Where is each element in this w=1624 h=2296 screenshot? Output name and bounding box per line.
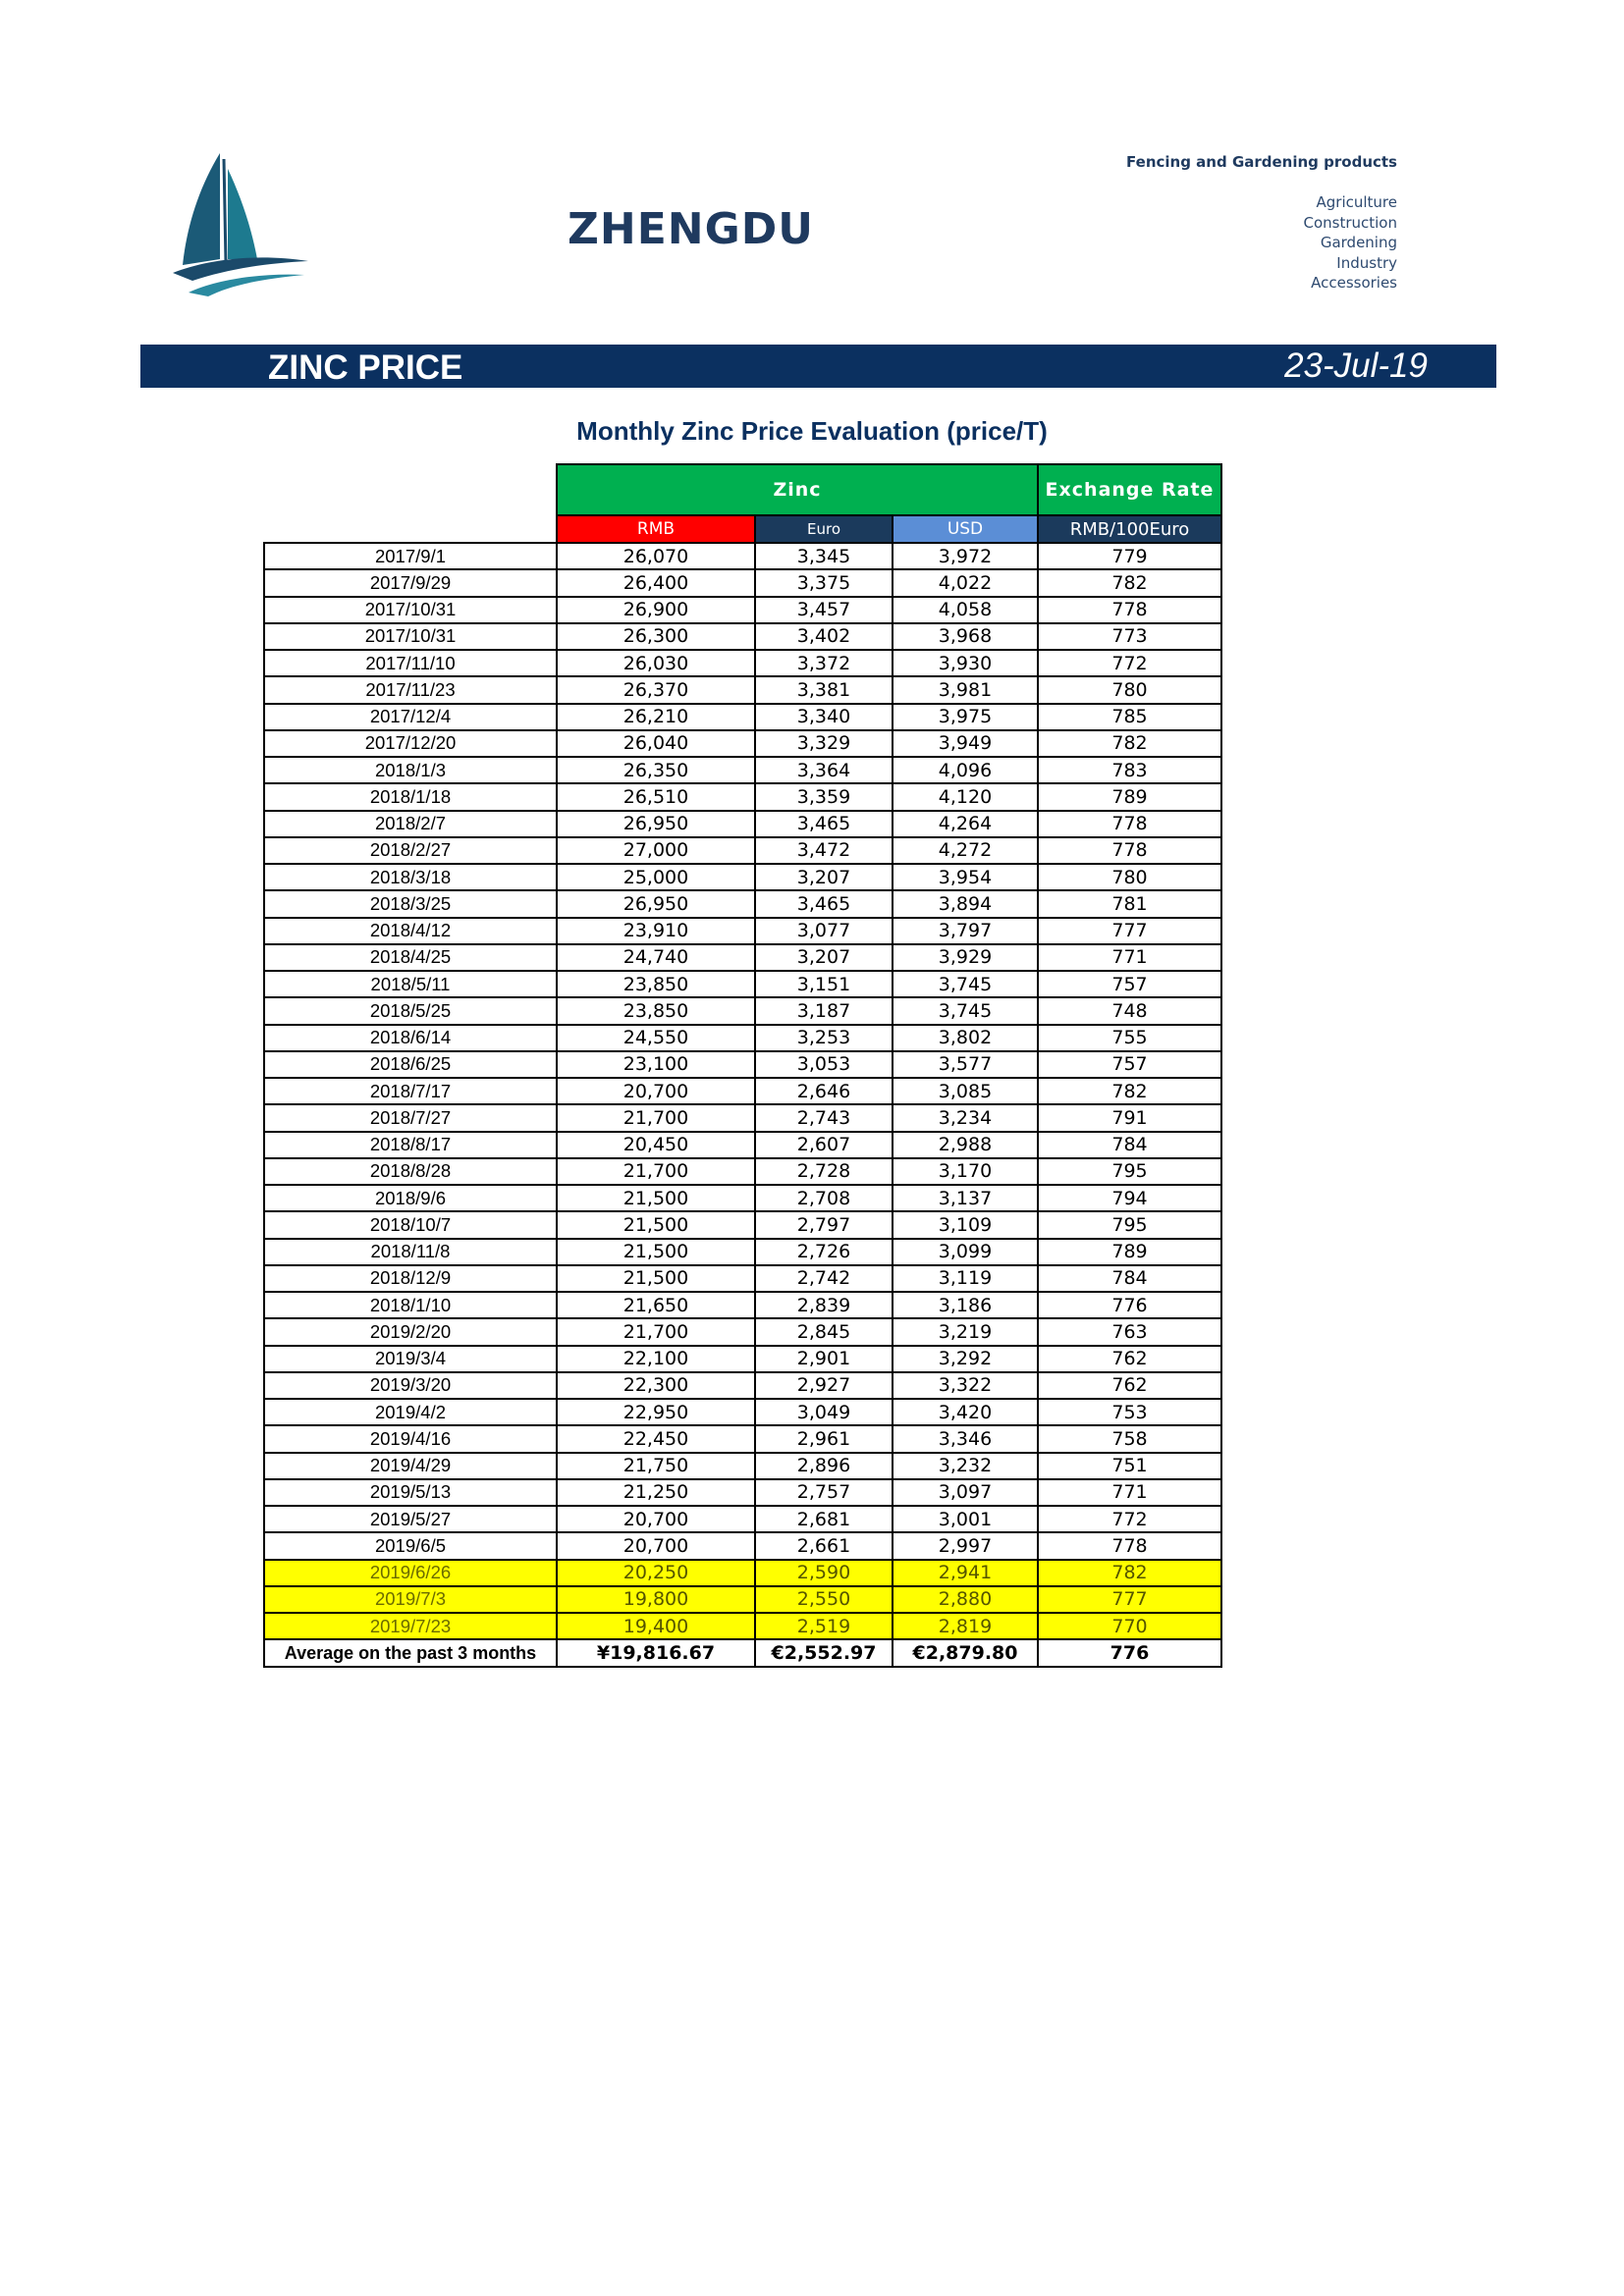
usd-cell: 3,802 [893,1025,1038,1051]
table-row [264,1479,1221,1506]
tagline: Fencing and Gardening products [1126,153,1397,171]
usd-cell: 4,058 [893,597,1038,623]
date-cell: 2018/4/25 [264,944,557,971]
exchange-cell: 778 [1038,1532,1221,1559]
category-list [1303,192,1397,294]
exchange-cell: 783 [1038,757,1221,783]
table-row [264,1506,1221,1532]
exchange-cell: 789 [1038,783,1221,810]
usd-cell: 3,186 [893,1292,1038,1318]
usd-cell: 2,997 [893,1532,1038,1559]
rmb-column-header: RMB [557,515,755,543]
table-row [264,757,1221,783]
table-row [264,1453,1221,1479]
date-cell: 2018/7/27 [264,1104,557,1131]
rmb-cell: 25,000 [557,864,755,890]
date-cell: 2018/5/25 [264,997,557,1024]
euro-cell: 2,961 [755,1425,893,1452]
date-cell: 2017/12/20 [264,730,557,757]
rmb-cell: 22,300 [557,1372,755,1399]
page-title: ZINC PRICE [268,348,463,387]
usd-cell: 4,272 [893,837,1038,864]
table-row [264,837,1221,864]
euro-cell: 3,077 [755,918,893,944]
rmb-cell: 21,700 [557,1104,755,1131]
exchange-cell: 778 [1038,837,1221,864]
average-label: Average on the past 3 months [264,1639,557,1666]
exchange-cell: 748 [1038,997,1221,1024]
exchange-cell: 782 [1038,1078,1221,1104]
euro-cell: 3,465 [755,890,893,917]
date-cell: 2019/7/23 [264,1613,557,1639]
exchange-cell: 784 [1038,1132,1221,1158]
usd-cell: 3,346 [893,1425,1038,1452]
table-row [264,1051,1221,1078]
exchange-cell: 755 [1038,1025,1221,1051]
exchange-rate-group-header: Exchange Rate [1038,464,1221,515]
average-row [264,1639,1221,1666]
euro-cell: 2,607 [755,1132,893,1158]
table-row [264,1372,1221,1399]
table-row [264,1292,1221,1318]
euro-cell: 2,743 [755,1104,893,1131]
euro-cell: 2,797 [755,1211,893,1238]
table-row [264,783,1221,810]
exchange-cell: 773 [1038,623,1221,650]
rmb-cell: 26,070 [557,543,755,569]
usd-cell: 3,292 [893,1346,1038,1372]
exchange-cell: 794 [1038,1185,1221,1211]
rmb-cell: 22,450 [557,1425,755,1452]
exchange-cell: 770 [1038,1613,1221,1639]
euro-cell: 3,253 [755,1025,893,1051]
date-cell: 2018/5/11 [264,971,557,997]
sailboat-logo-icon [169,149,312,298]
exchange-cell: 785 [1038,704,1221,730]
rmb-cell: 26,950 [557,811,755,837]
exchange-cell: 772 [1038,1506,1221,1532]
table-row [264,1425,1221,1452]
table-row [264,918,1221,944]
usd-column-header: USD [893,515,1038,543]
rmb-cell: 26,350 [557,757,755,783]
date-cell: 2019/4/2 [264,1399,557,1425]
usd-cell: 3,745 [893,997,1038,1024]
table-row [264,730,1221,757]
usd-cell: 3,085 [893,1078,1038,1104]
table-row [264,1239,1221,1265]
date-cell: 2019/6/5 [264,1532,557,1559]
date-cell: 2019/5/27 [264,1506,557,1532]
usd-cell: 3,232 [893,1453,1038,1479]
euro-cell: 2,845 [755,1318,893,1345]
euro-cell: 3,049 [755,1399,893,1425]
rmb-cell: 21,500 [557,1185,755,1211]
exchange-cell: 777 [1038,918,1221,944]
rmb-cell: 23,100 [557,1051,755,1078]
usd-cell: 3,745 [893,971,1038,997]
rmb-cell: 21,750 [557,1453,755,1479]
usd-cell: 3,954 [893,864,1038,890]
usd-cell: 2,819 [893,1613,1038,1639]
table-row [264,1025,1221,1051]
rmb-cell: 20,700 [557,1078,755,1104]
date-cell: 2017/11/23 [264,676,557,703]
exchange-cell: 778 [1038,811,1221,837]
category-item: Industry [1336,253,1397,272]
table-row [264,971,1221,997]
rmb-cell: 21,700 [557,1158,755,1185]
euro-cell: 2,742 [755,1265,893,1292]
date-cell: 2018/12/9 [264,1265,557,1292]
usd-cell: 3,097 [893,1479,1038,1506]
category-item: Gardening [1320,234,1397,251]
exchange-cell: 762 [1038,1346,1221,1372]
euro-cell: 3,187 [755,997,893,1024]
rmb-cell: 26,900 [557,597,755,623]
exchange-cell: 791 [1038,1104,1221,1131]
usd-cell: 3,894 [893,890,1038,917]
table-row [264,1613,1221,1639]
rmb-cell: 26,300 [557,623,755,650]
date-cell: 2017/10/31 [264,597,557,623]
category-item: Accessories [1311,274,1397,292]
usd-cell: 3,099 [893,1239,1038,1265]
usd-cell: 3,234 [893,1104,1038,1131]
euro-cell: 3,402 [755,623,893,650]
rmb-cell: 23,850 [557,971,755,997]
table-row [264,650,1221,676]
rmb-cell: 21,500 [557,1239,755,1265]
date-cell: 2018/8/28 [264,1158,557,1185]
zinc-price-table [263,463,1222,1668]
date-cell: 2018/3/18 [264,864,557,890]
table-row [264,676,1221,703]
usd-cell: 2,988 [893,1132,1038,1158]
rmb-cell: 23,850 [557,997,755,1024]
euro-cell: 2,757 [755,1479,893,1506]
average-rmb: ¥19,816.67 [557,1639,755,1666]
usd-cell: 3,420 [893,1399,1038,1425]
rmb-cell: 26,210 [557,704,755,730]
rmb-cell: 21,700 [557,1318,755,1345]
euro-cell: 2,896 [755,1453,893,1479]
date-cell: 2018/1/10 [264,1292,557,1318]
exchange-cell: 757 [1038,971,1221,997]
rmb-cell: 19,400 [557,1613,755,1639]
euro-cell: 3,375 [755,569,893,596]
date-cell: 2018/1/18 [264,783,557,810]
rmb-cell: 26,040 [557,730,755,757]
rmb-cell: 24,740 [557,944,755,971]
date-cell: 2019/3/4 [264,1346,557,1372]
exchange-cell: 779 [1038,543,1221,569]
report-date: 23-Jul-19 [1284,347,1428,385]
table-row [264,1132,1221,1158]
table-row [264,997,1221,1024]
euro-cell: 3,345 [755,543,893,569]
category-item: Agriculture [1316,193,1397,211]
rmb-cell: 21,250 [557,1479,755,1506]
table-row [264,864,1221,890]
usd-cell: 4,022 [893,569,1038,596]
date-cell: 2017/10/31 [264,623,557,650]
euro-cell: 2,839 [755,1292,893,1318]
euro-cell: 3,053 [755,1051,893,1078]
euro-cell: 3,340 [755,704,893,730]
exchange-cell: 771 [1038,944,1221,971]
table-row [264,1318,1221,1345]
usd-cell: 3,981 [893,676,1038,703]
rmb-cell: 20,250 [557,1560,755,1586]
usd-cell: 3,119 [893,1265,1038,1292]
euro-cell: 2,519 [755,1613,893,1639]
exchange-cell: 776 [1038,1292,1221,1318]
table-row [264,811,1221,837]
date-cell: 2019/5/13 [264,1479,557,1506]
usd-cell: 3,577 [893,1051,1038,1078]
date-cell: 2019/4/16 [264,1425,557,1452]
exchange-cell: 795 [1038,1158,1221,1185]
table-row [264,944,1221,971]
exchange-column-header: RMB/100Euro [1038,515,1221,543]
group-header-row [264,464,1221,515]
usd-cell: 3,322 [893,1372,1038,1399]
exchange-cell: 762 [1038,1372,1221,1399]
date-cell: 2018/1/3 [264,757,557,783]
table-row [264,890,1221,917]
brand-name: ZHENGDU [568,204,814,254]
exchange-cell: 751 [1038,1453,1221,1479]
rmb-cell: 19,800 [557,1586,755,1613]
euro-cell: 2,708 [755,1185,893,1211]
exchange-cell: 771 [1038,1479,1221,1506]
euro-cell: 2,661 [755,1532,893,1559]
table-row [264,1185,1221,1211]
euro-cell: 3,465 [755,811,893,837]
euro-cell: 3,372 [755,650,893,676]
table-row [264,1532,1221,1559]
euro-cell: 2,550 [755,1586,893,1613]
usd-cell: 3,137 [893,1185,1038,1211]
usd-cell: 4,120 [893,783,1038,810]
table-row [264,1078,1221,1104]
usd-cell: 3,219 [893,1318,1038,1345]
table-row [264,569,1221,596]
rmb-cell: 21,500 [557,1211,755,1238]
euro-cell: 3,207 [755,944,893,971]
euro-cell: 2,590 [755,1560,893,1586]
blank-cell [264,464,557,515]
table-row [264,1104,1221,1131]
euro-cell: 2,681 [755,1506,893,1532]
date-cell: 2017/9/29 [264,569,557,596]
euro-cell: 3,151 [755,971,893,997]
rmb-cell: 26,030 [557,650,755,676]
date-cell: 2018/7/17 [264,1078,557,1104]
rmb-cell: 27,000 [557,837,755,864]
date-cell: 2018/4/12 [264,918,557,944]
rmb-cell: 22,950 [557,1399,755,1425]
usd-cell: 3,109 [893,1211,1038,1238]
table-row [264,1211,1221,1238]
table-subtitle: Monthly Zinc Price Evaluation (price/T) [576,416,1048,446]
euro-cell: 2,901 [755,1346,893,1372]
table-row [264,704,1221,730]
usd-cell: 2,880 [893,1586,1038,1613]
euro-cell: 2,726 [755,1239,893,1265]
rmb-cell: 26,400 [557,569,755,596]
euro-cell: 2,927 [755,1372,893,1399]
exchange-cell: 757 [1038,1051,1221,1078]
table-row [264,597,1221,623]
rmb-cell: 26,950 [557,890,755,917]
date-cell: 2018/6/25 [264,1051,557,1078]
euro-cell: 3,472 [755,837,893,864]
usd-cell: 3,001 [893,1506,1038,1532]
usd-cell: 2,941 [893,1560,1038,1586]
euro-cell: 3,329 [755,730,893,757]
euro-cell: 3,359 [755,783,893,810]
usd-cell: 4,264 [893,811,1038,837]
table-row [264,1265,1221,1292]
exchange-cell: 763 [1038,1318,1221,1345]
exchange-cell: 780 [1038,676,1221,703]
title-band [140,345,1496,388]
euro-cell: 3,364 [755,757,893,783]
date-cell: 2019/2/20 [264,1318,557,1345]
usd-cell: 3,930 [893,650,1038,676]
euro-cell: 2,728 [755,1158,893,1185]
date-cell: 2019/6/26 [264,1560,557,1586]
exchange-cell: 780 [1038,864,1221,890]
date-cell: 2018/11/8 [264,1239,557,1265]
exchange-cell: 777 [1038,1586,1221,1613]
euro-cell: 3,457 [755,597,893,623]
euro-column-header: Euro [755,515,893,543]
euro-cell: 3,381 [755,676,893,703]
date-cell: 2018/6/14 [264,1025,557,1051]
exchange-cell: 784 [1038,1265,1221,1292]
usd-cell: 3,949 [893,730,1038,757]
exchange-cell: 782 [1038,1560,1221,1586]
rmb-cell: 26,370 [557,676,755,703]
exchange-cell: 781 [1038,890,1221,917]
table-row [264,1586,1221,1613]
date-cell: 2019/3/20 [264,1372,557,1399]
usd-cell: 3,968 [893,623,1038,650]
date-cell: 2017/11/10 [264,650,557,676]
date-cell: 2018/2/7 [264,811,557,837]
rmb-cell: 24,550 [557,1025,755,1051]
rmb-cell: 20,700 [557,1506,755,1532]
usd-cell: 3,972 [893,543,1038,569]
rmb-cell: 21,650 [557,1292,755,1318]
rmb-cell: 20,700 [557,1532,755,1559]
usd-cell: 4,096 [893,757,1038,783]
table-row [264,623,1221,650]
average-usd: €2,879.80 [893,1639,1038,1666]
exchange-cell: 782 [1038,730,1221,757]
date-cell: 2018/8/17 [264,1132,557,1158]
blank-cell [264,515,557,543]
rmb-cell: 20,450 [557,1132,755,1158]
table-row [264,543,1221,569]
exchange-cell: 772 [1038,650,1221,676]
exchange-cell: 753 [1038,1399,1221,1425]
exchange-cell: 789 [1038,1239,1221,1265]
date-cell: 2017/9/1 [264,543,557,569]
category-item: Construction [1303,213,1397,232]
euro-cell: 3,207 [755,864,893,890]
usd-cell: 3,929 [893,944,1038,971]
date-cell: 2019/7/3 [264,1586,557,1613]
table-row [264,1158,1221,1185]
rmb-cell: 21,500 [557,1265,755,1292]
table-row [264,1399,1221,1425]
euro-cell: 2,646 [755,1078,893,1104]
usd-cell: 3,797 [893,918,1038,944]
exchange-cell: 778 [1038,597,1221,623]
average-exchange: 776 [1038,1639,1221,1666]
exchange-cell: 758 [1038,1425,1221,1452]
column-header-row [264,515,1221,543]
exchange-cell: 795 [1038,1211,1221,1238]
date-cell: 2017/12/4 [264,704,557,730]
date-cell: 2019/4/29 [264,1453,557,1479]
rmb-cell: 23,910 [557,918,755,944]
date-cell: 2018/9/6 [264,1185,557,1211]
date-cell: 2018/2/27 [264,837,557,864]
usd-cell: 3,975 [893,704,1038,730]
exchange-cell: 782 [1038,569,1221,596]
date-cell: 2018/3/25 [264,890,557,917]
zinc-group-header: Zinc [557,464,1038,515]
usd-cell: 3,170 [893,1158,1038,1185]
table-row [264,1560,1221,1586]
average-euro: €2,552.97 [755,1639,893,1666]
date-cell: 2018/10/7 [264,1211,557,1238]
table-row [264,1346,1221,1372]
rmb-cell: 22,100 [557,1346,755,1372]
rmb-cell: 26,510 [557,783,755,810]
